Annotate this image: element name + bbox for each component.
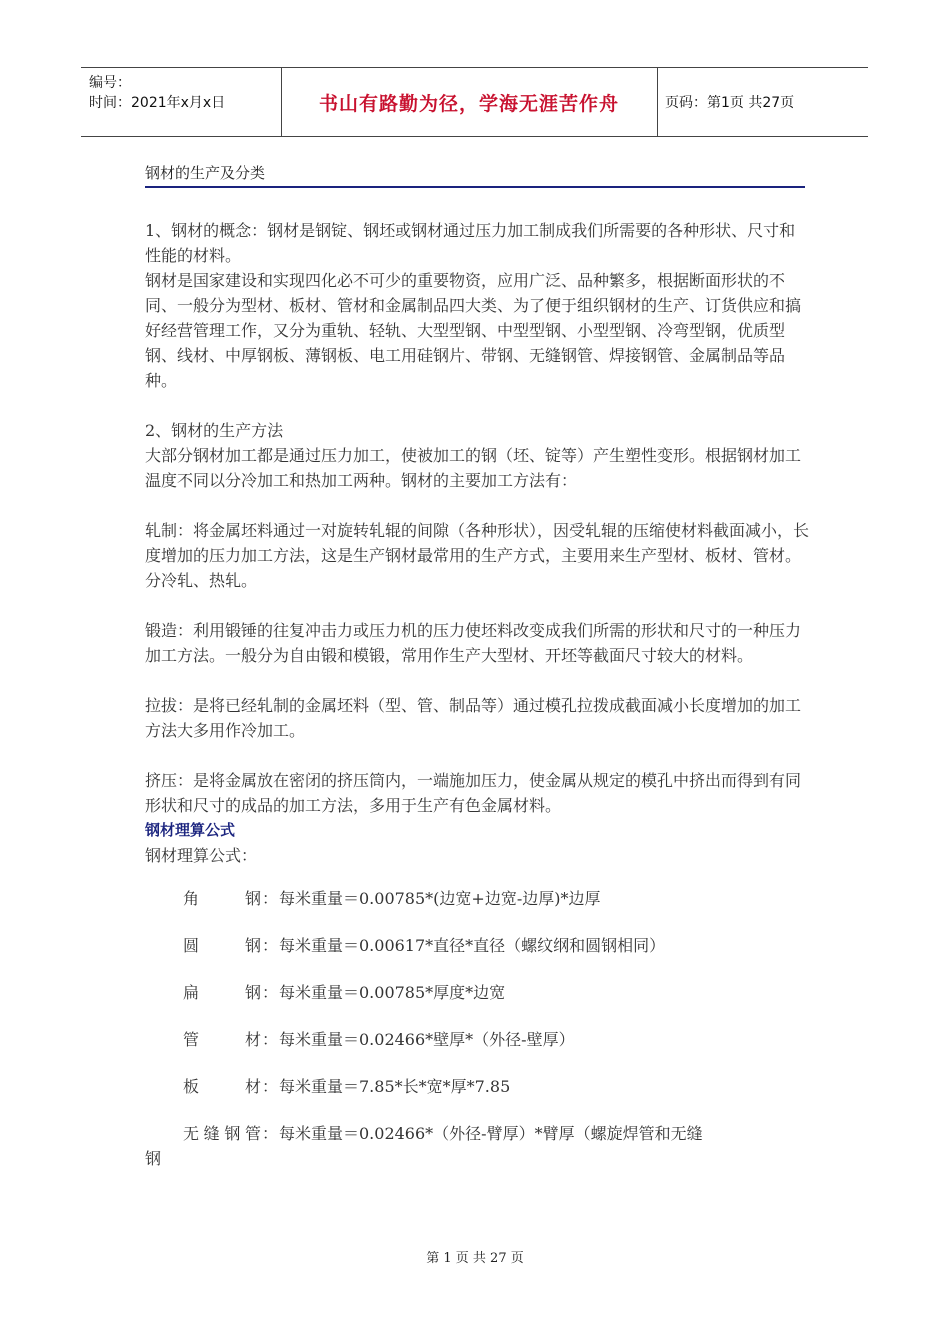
formula-name: 无缝钢管 (183, 1124, 261, 1143)
formula-expression: 每米重量＝0.00785*(边宽+边宽-边厚)*边厚 (279, 889, 601, 908)
concept-paragraph: 1、钢材的概念：钢材是钢锭、钢坯或钢材通过压力加工制成我们所需要的各种形状、尺寸和性能的材料。 (145, 221, 796, 265)
formula-separator: ： (261, 1030, 278, 1049)
formula-separator: ： (261, 889, 278, 908)
formula-row-seamless-pipe (145, 1121, 810, 1146)
formula-continuation: 钢 (145, 1149, 162, 1168)
header-page-cell (657, 68, 868, 136)
formula-name: 扁钢 (183, 983, 261, 1002)
formula-separator: ： (261, 1077, 278, 1096)
formula-heading: 钢材理算公式 (145, 821, 236, 839)
formula-name: 角钢 (183, 889, 261, 908)
formula-name: 管材 (183, 1030, 261, 1049)
formula-expression: 每米重量＝7.85*长*宽*厚*7.85 (279, 1077, 511, 1096)
formula-name: 圆钢 (183, 936, 261, 955)
formula-expression: 每米重量＝0.00785*厚度*边宽 (279, 983, 506, 1002)
method-paragraph: 大部分钢材加工都是通过压力加工，使被加工的钢（坯、锭等）产生塑性变形。根据钢材加工温度不同以分冷加工和热加工两种。钢材的主要加工方法有： (145, 446, 802, 490)
formula-separator: ： (261, 936, 278, 955)
formula-separator: ： (261, 983, 278, 1002)
formula-row-pipe (145, 1027, 810, 1052)
formula-intro: 钢材理算公式： (145, 846, 258, 865)
formula-expression: 每米重量＝0.00617*直径*直径（螺纹纲和圆钢相同） (279, 936, 666, 955)
header-motto-cell (281, 68, 658, 136)
page-footer: 第 1 页 共 27 页 (426, 1251, 524, 1266)
formula-row-plate (145, 1074, 810, 1099)
concept-detail-paragraph: 钢材是国家建设和实现四化必不可少的重要物资，应用广泛、品种繁多，根据断面形状的不同、一般分为型材、板材、管材和金属制品四大类、为了便于组织钢材的生产、订货供应和搞好经营管理工作，又分为重轨、轻轨、大型型钢、中型型钢、小型型钢、冷弯型钢，优质型钢、线材、中厚钢板、薄钢板、电工用硅钢片、带钢、无缝钢管、焊接钢管、金属制品等品种。 (145, 271, 802, 390)
method-heading: 2、钢材的生产方法 (145, 421, 284, 440)
formula-expression: 每米重量＝0.02466*壁厚*（外径-壁厚） (279, 1030, 575, 1049)
header-motto: 书山有路勤为径，学海无涯苦作舟 (318, 92, 619, 115)
document-date: 时间：2021年x月x日 (89, 95, 226, 111)
formula-list (145, 886, 810, 1171)
formula-row-flat-steel (145, 980, 810, 1005)
header-page-number: 页码：第1页 共27页 (665, 95, 795, 111)
page-header (81, 67, 868, 137)
drawing-paragraph: 拉拔：是将已经轧制的金属坯料（型、管、制品等）通过模孔拉拨成截面减小长度增加的加工方法大多用作冷加工。 (145, 696, 802, 740)
header-info-cell (81, 68, 282, 136)
formula-row-angle-steel (145, 886, 810, 911)
document-code: 编号： (89, 75, 131, 91)
forging-paragraph: 锻造：利用锻锤的往复冲击力或压力机的压力使坯料改变成我们所需的形状和尺寸的一种压力加工方法。一般分为自由锻和模锻，常用作生产大型材、开坯等截面尺寸较大的材料。 (145, 621, 802, 665)
extrusion-paragraph: 挤压：是将金属放在密闭的挤压筒内，一端施加压力，使金属从规定的模孔中挤出而得到有同形状和尺寸的成品的加工方法，多用于生产有色金属材料。 (145, 771, 802, 815)
formula-separator: ： (261, 1124, 278, 1143)
formula-row-round-steel (145, 933, 810, 958)
document-body (145, 218, 810, 1171)
formula-name: 板材 (183, 1077, 261, 1096)
document-title: 钢材的生产及分类 (145, 162, 805, 188)
rolling-paragraph: 轧制：将金属坯料通过一对旋转轧辊的间隙（各种形状），因受轧辊的压缩使材料截面减小，长度增加的压力加工方法，这是生产钢材最常用的生产方式，主要用来生产型材、板材、管材。分冷轧、热轧。 (145, 521, 810, 590)
formula-expression: 每米重量＝0.02466*（外径-臂厚）*臂厚（螺旋焊管和无缝 (279, 1124, 703, 1143)
